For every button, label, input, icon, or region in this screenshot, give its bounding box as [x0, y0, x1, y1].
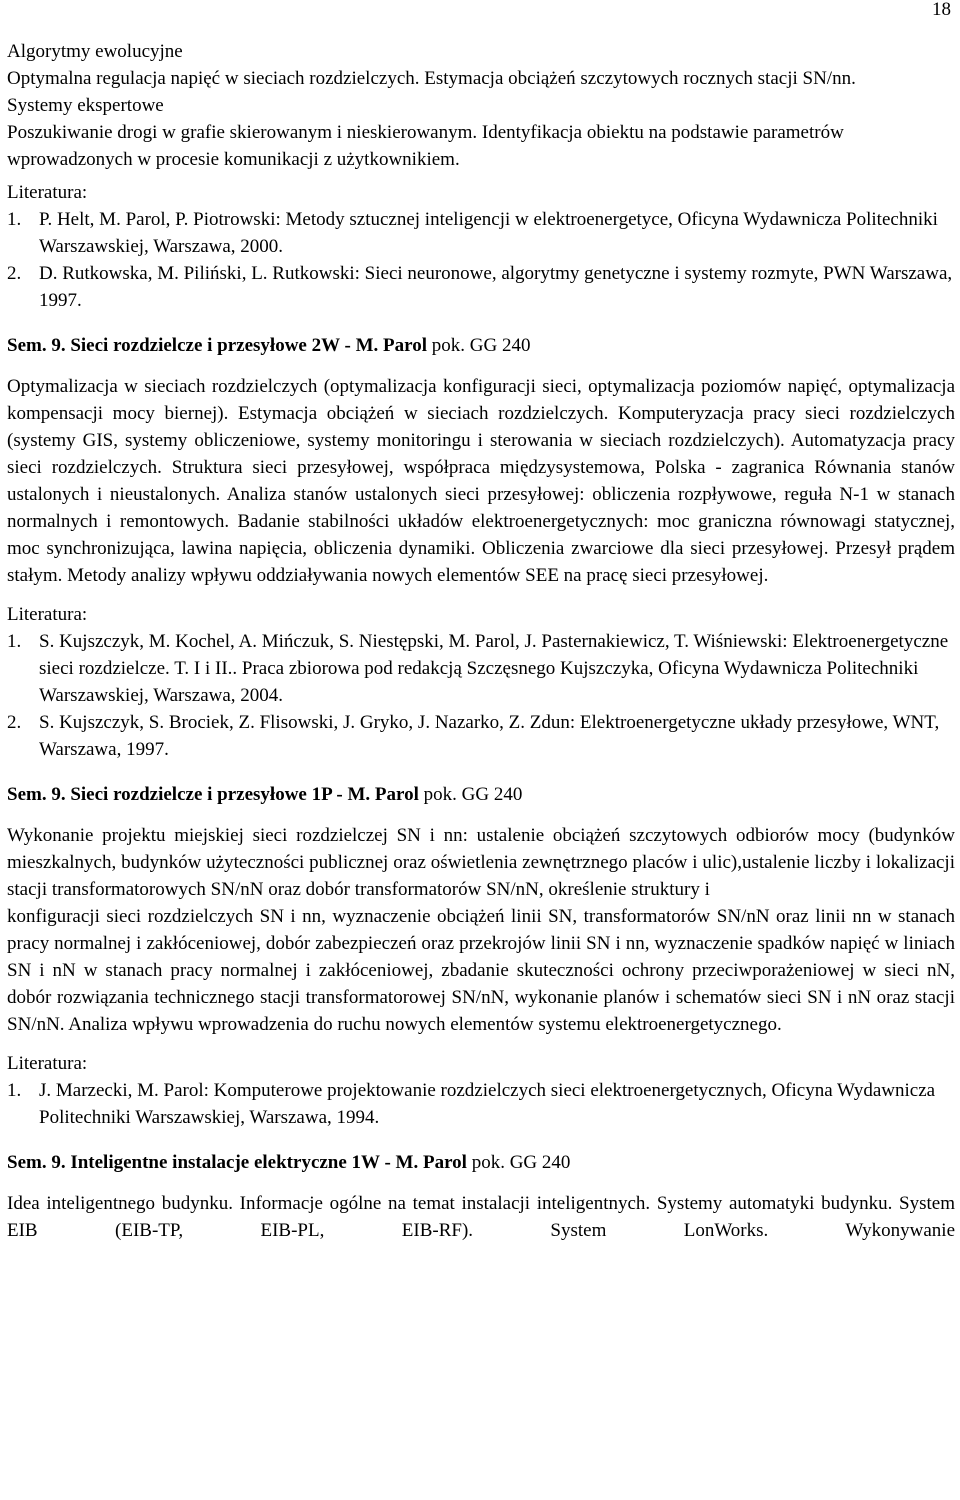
- reference-list: [7, 1077, 955, 1131]
- intro-line: Algorytmy ewolucyjne: [7, 41, 183, 62]
- intro-block: [7, 0, 955, 314]
- section-heading: Sem. 9. Inteligentne instalacje elektryczne 1W - M. Parol pok. GG 240: [7, 1152, 571, 1173]
- section-body: Wykonanie projektu miejskiej sieci rozdzielczej SN i nn: ustalenie obciążeń szczytowych odbiorów mocy (budynków mieszkalnych, budynków użyteczności publicznej oraz oświetlenia zewnętrznego placów i ulic),ustalenie liczby i lokalizacji stacji transformatorowych SN/nN oraz dobór transformatorów SN/nN, określenie struktury i: [7, 825, 955, 900]
- reference-item: 1. S. Kujszczyk, M. Kochel, A. Mińczuk, S. Niestępski, M. Parol, J. Pasternakiewicz, T. Wiśniewski: Elektroenergetyczne sieci rozdzielcze. T. I i II.. Praca zbiorowa pod redakcją Szczęsnego Kujszczyka, Oficyna Wydawnicza Politechniki Warszawskiej, Warszawa, 2004.: [7, 631, 949, 706]
- page-number: 18: [932, 0, 951, 20]
- section-sieci-1p: [7, 781, 955, 1131]
- section-heading: Sem. 9. Sieci rozdzielcze i przesyłowe 2W - M. Parol pok. GG 240: [7, 335, 531, 356]
- reference-item: 1. J. Marzecki, M. Parol: Komputerowe projektowanie rozdzielczych sieci elektroenergetycznych, Oficyna Wydawnicza Politechniki Warszawskiej, Warszawa, 1994.: [7, 1080, 936, 1128]
- literature-title: Literatura:: [7, 182, 88, 203]
- literature-title: Literatura:: [7, 604, 88, 625]
- section-body: Optymalizacja w sieciach rozdzielczych (optymalizacja konfiguracji sieci, optymalizacja poziomów napięć, optymalizacja kompensacji mocy biernej). Estymacja obciążeń w sieciach rozdzielczych. Komputeryzacja pracy sieci rozdzielczych (systemy GIS, systemy obliczeniowe, systemy monitoringu i sterowania w sieciach rozdzielczych). Automatyzacja pracy sieci rozdzielczych. Struktura sieci przesyłowej, współpraca międzysystemowa, Polska - zagranica Równania stanów ustalonych i nieustalonych. Analiza stanów ustalonych sieci przesyłowej: obliczenia rozpływowe, reguła N-1 w stanach normalnych i remontowych. Badanie stabilności układów elektroenergetycznych: moc graniczna równowagi statycznej, moc synchronizująca, lawina napięcia, obliczenia dynamiki. Obliczenia zwarciowe dla sieci przesyłowej. Przesył prądem stałym. Metody analizy wpływu oddziaływania nowych elementów SEE na pracę sieci przesyłowej.: [7, 376, 955, 586]
- section-sieci-2w: [7, 332, 955, 763]
- reference-item: 1. P. Helt, M. Parol, P. Piotrowski: Metody sztucznej inteligencji w elektroenergetyce, Oficyna Wydawnicza Politechniki Warszawskiej, Warszawa, 2000.: [7, 209, 938, 257]
- document-page: [7, 0, 955, 1500]
- reference-item: 2. S. Kujszczyk, S. Brociek, Z. Flisowski, J. Gryko, J. Nazarko, Z. Zdun: Elektroenergetyczne układy przesyłowe, WNT, Warszawa, 1997.: [7, 712, 940, 760]
- section-body: konfiguracji sieci rozdzielczych SN i nn, wyznaczenie obciążeń linii SN, transformatorów SN/nN oraz linii nn w stanach pracy normalnej i zakłóceniowej, dobór zabezpieczeń oraz przekrojów linii SN i nn, wyznaczenie spadków napięć w liniach SN i nN w stanach pracy normalnej i zakłóceniowej, zbadanie skuteczności ochrony przeciwporażeniowej w sieci nN, dobór rozwiązania technicznego stacji transformatorowej SN/nN, wykonanie planów i schematów sieci SN i nN oraz stacji SN/nN. Analiza wpływu wprowadzenia do ruchu nowych elementów systemu elektroenergetycznego.: [7, 906, 955, 1035]
- section-body: Idea inteligentnego budynku. Informacje ogólne na temat instalacji inteligentnych. Systemy automatyki budynku. System EIB (EIB-TP, EIB-PL, EIB-RF). System LonWorks. Wykonywanie: [7, 1193, 955, 1241]
- reference-list: [7, 628, 955, 763]
- section-inteligentne-instalacje: [7, 1149, 955, 1244]
- reference-list: [7, 206, 955, 314]
- section-heading: Sem. 9. Sieci rozdzielcze i przesyłowe 1P - M. Parol pok. GG 240: [7, 784, 523, 805]
- intro-line: Poszukiwanie drogi w grafie skierowanym i nieskierowanym. Identyfikacja obiektu na podstawie parametrów wprowadzonych w procesie komunikacji z użytkownikiem.: [7, 122, 844, 170]
- reference-item: 2. D. Rutkowska, M. Piliński, L. Rutkowski: Sieci neuronowe, algorytmy genetyczne i systemy rozmyte, PWN Warszawa, 1997.: [7, 263, 953, 311]
- literature-title: Literatura:: [7, 1053, 88, 1074]
- intro-line: Optymalna regulacja napięć w sieciach rozdzielczych. Estymacja obciążeń szczytowych rocznych stacji SN/nn.: [7, 68, 856, 89]
- intro-line: Systemy ekspertowe: [7, 95, 164, 116]
